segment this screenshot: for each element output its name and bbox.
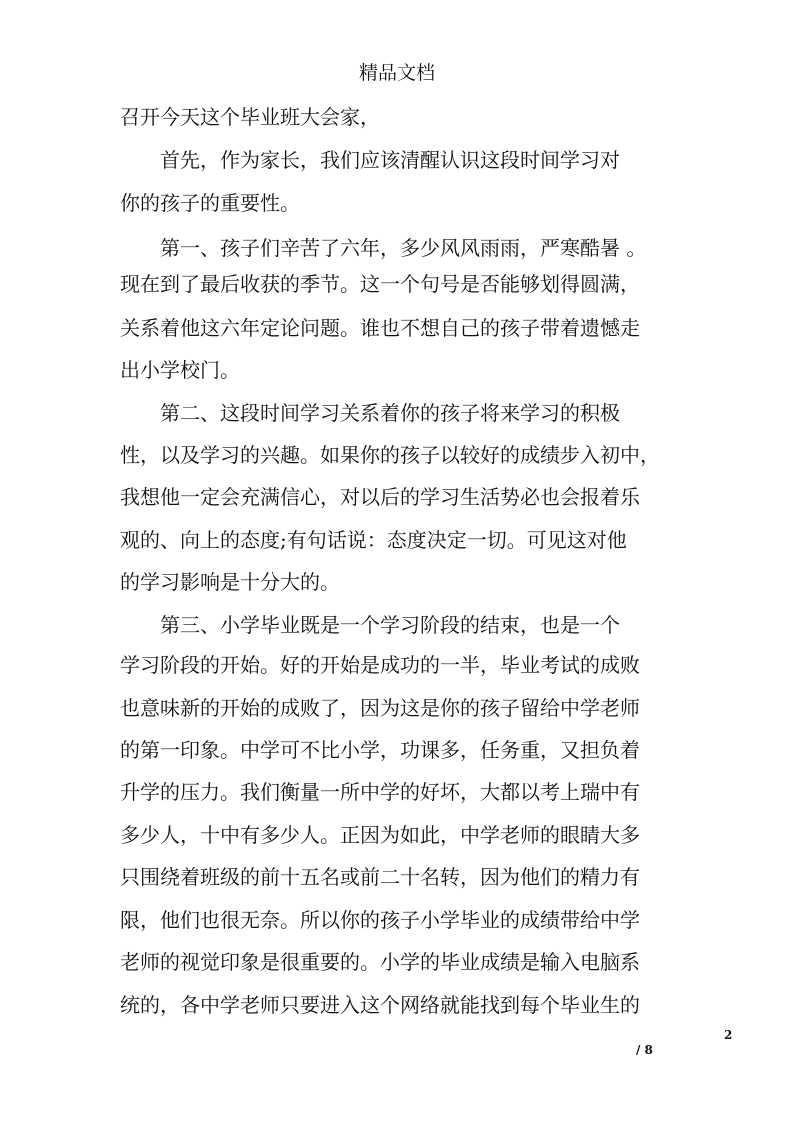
text-line: 关系着他这六年定论问题。谁也不想自己的孩子带着遗憾走 xyxy=(120,316,640,340)
text-line: 出小学校门。 xyxy=(120,358,240,382)
page-number: 2 xyxy=(724,1028,733,1042)
page-header: 精品文档 xyxy=(358,62,435,84)
text-line: 统的，各中学老师只要进入这个网络就能找到每个毕业生的 xyxy=(120,993,640,1017)
text-line: 限，他们也很无奈。所以你的孩子小学毕业的成绩带给中学 xyxy=(120,908,640,932)
text-line: 的学习影响是十分大的。 xyxy=(120,570,340,594)
text-line: 首先，作为家长，我们应该清醒认识这段时间学习对 xyxy=(120,148,620,172)
text-line: 只围绕着班级的前十五名或前二十名转，因为他们的精力有 xyxy=(120,865,640,889)
text-line: 升学的压力。我们衡量一所中学的好坏，大都以考上瑞中有 xyxy=(120,780,640,804)
text-line: 也意味新的开始的成败了，因为这是你的孩子留给中学老师 xyxy=(120,696,640,720)
page-total: / 8 xyxy=(636,1043,653,1057)
text-line: 性，以及学习的兴趣。如果你的孩子以较好的成绩步入初中， xyxy=(120,443,660,467)
text-line: 观的、向上的态度;有句话说：态度决定一切。可见这对他 xyxy=(120,528,627,552)
text-line: 老师的视觉印象是很重要的。小学的毕业成绩是输入电脑系 xyxy=(120,950,640,974)
text-line: 学习阶段的开始。好的开始是成功的一半，毕业考试的成败 xyxy=(120,653,640,677)
text-line: 我想他一定会充满信心，对以后的学习生活势必也会报着乐 xyxy=(120,485,640,509)
text-line: 的第一印象。中学可不比小学，功课多，任务重，又担负着 xyxy=(120,738,640,762)
text-line: 你的孩子的重要性。 xyxy=(120,191,300,215)
text-line: 多少人，十中有多少人。正因为如此，中学老师的眼睛大多 xyxy=(120,823,640,847)
text-line: 第二、这段时间学习关系着你的孩子将来学习的积极 xyxy=(120,401,620,425)
text-line: 第三、小学毕业既是一个学习阶段的结束，也是一个 xyxy=(120,613,620,637)
text-line: 召开今天这个毕业班大会家， xyxy=(120,105,380,129)
text-line: 第一、孩子们辛苦了六年，多少风风雨雨，严寒酷暑 。 xyxy=(120,236,647,260)
text-line: 现在到了最后收获的季节。这一个句号是否能够划得圆满， xyxy=(120,272,640,296)
